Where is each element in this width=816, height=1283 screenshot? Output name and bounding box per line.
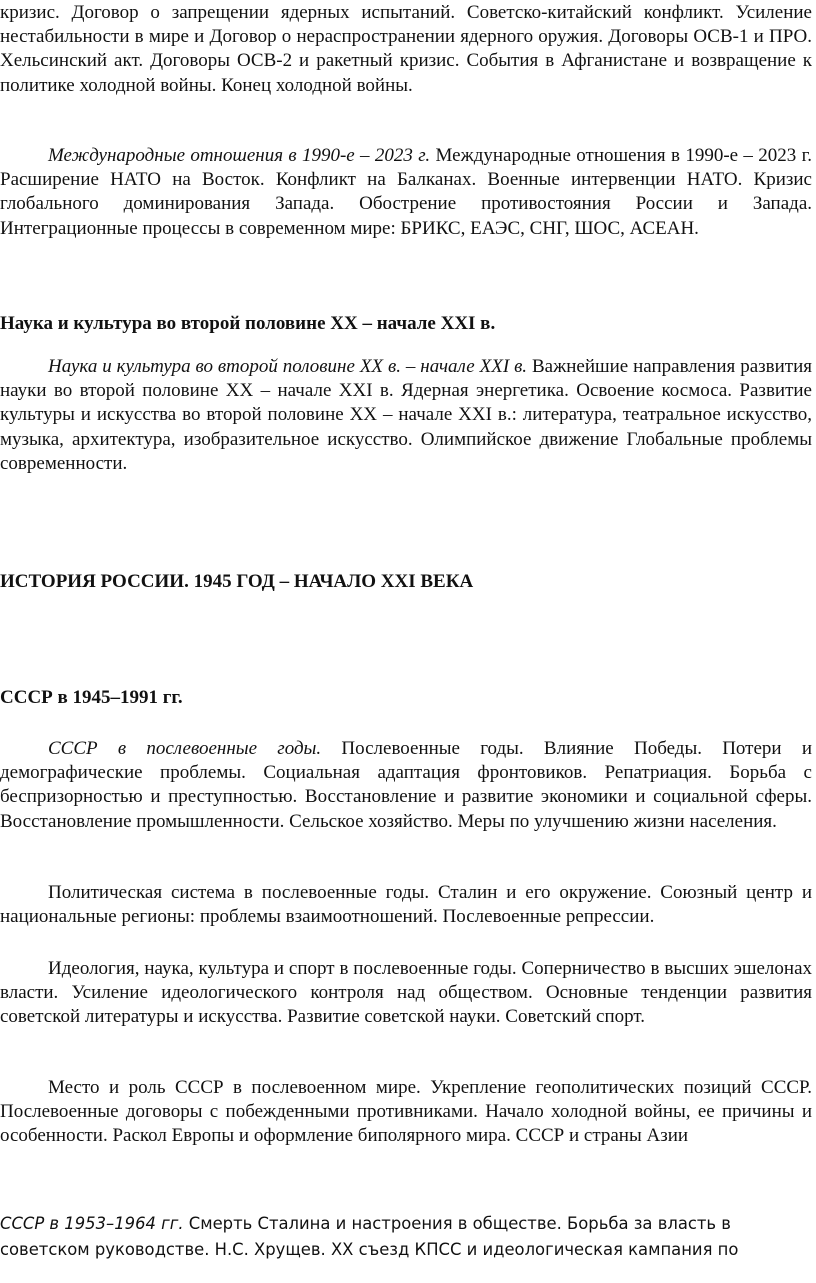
paragraph-text: Смерть Сталина и настроения в обществе. Борьба за власть в советском руководстве. Н.С. Хрущев. XX съезд КПСС и идеологическая кампания по [0,1214,739,1259]
paragraph-italic-title: Международные отношения в 1990-е – 2023 г. [48,145,431,166]
paragraph-text: Послевоенные годы. Влияние Победы. Потери и демографические проблемы. Социальная адаптация фронтовиков. Репатриация. Борьба с беспризорностью и преступностью. Восстановление и развитие экономики и социальной сферы. Восстановление промышленности. Сельское хозяйство. Меры по улучшению жизни населения. [0,738,812,832]
paragraph-text: кризис. Договор о запрещении ядерных испытаний. Советско-китайский конфликт. Усиление нестабильности в мире и Договор о нераспространении ядерного оружия. Договоры ОСВ-1 и ПРО. Хельсинский акт. Договоры ОСВ-2 и ракетный кризис. События в Афганистане и возвращение к политике холодной войны. Конец холодной войны. [0,2,812,96]
paragraph-political-system [0,881,812,929]
paragraph-text: Международные отношения в 1990-е – 2023 г. Расширение НАТО на Восток. Конфликт на Балканах. Военные интервенции НАТО. Кризис глобального доминирования Запада. Обострение противостояния России и Запада. Интеграционные процессы в современном мире: БРИКС, ЕАЭС, СНГ, ШОС, АСЕАН. [0,145,812,239]
heading-russia-history: ИСТОРИЯ РОССИИ. 1945 ГОД – НАЧАЛО XXI ВЕКА [0,571,474,592]
paragraph-italic-title: СССР в послевоенные годы. [48,738,322,759]
heading-ussr-1945-1991: СССР в 1945–1991 гг. [0,687,183,708]
paragraph-italic-title: Наука и культура во второй половине XX в. – начале XXI в. [48,356,528,377]
paragraph-international-relations [0,144,812,241]
paragraph-italic-title: СССР в 1953–1964 гг. [0,1214,184,1233]
paragraph-postwar-ussr [0,737,812,834]
paragraph-science-culture [0,355,812,476]
paragraph-text: Идеология, наука, культура и спорт в послевоенные годы. Соперничество в высших эшелонах власти. Усиление идеологического контроля над обществом. Основные тенденции развития советской литературы и искусства. Развитие советской науки. Советский спорт. [0,958,812,1028]
paragraph-ussr-postwar-world [0,1076,812,1149]
paragraph-ideology-science [0,957,812,1030]
paragraph-cold-war-events [0,1,812,98]
paragraph-text: Политическая система в послевоенные годы. Сталин и его окружение. Союзный центр и национальные регионы: проблемы взаимоотношений. Послевоенные репрессии. [0,882,812,928]
paragraph-ussr-1953-1964 [0,1211,812,1263]
paragraph-text: Место и роль СССР в послевоенном мире. Укрепление геополитических позиций СССР. Послевоенные договоры с побежденными противниками. Начало холодной войны, ее причины и особенности. Раскол Европы и оформление биполярного мира. СССР и страны Азии [0,1077,812,1147]
paragraph-text: Важнейшие направления развития науки во второй половине XX – начале XXI в. Ядерная энергетика. Освоение космоса. Развитие культуры и искусства во второй половине XX – начале XXI в.: литература, театральное искусство, музыка, архитектура, изобразительное искусство. Олимпийское движение Глобальные проблемы современности. [0,356,812,474]
heading-science-culture: Наука и культура во второй половине XX – начале XXI в. [0,313,496,334]
